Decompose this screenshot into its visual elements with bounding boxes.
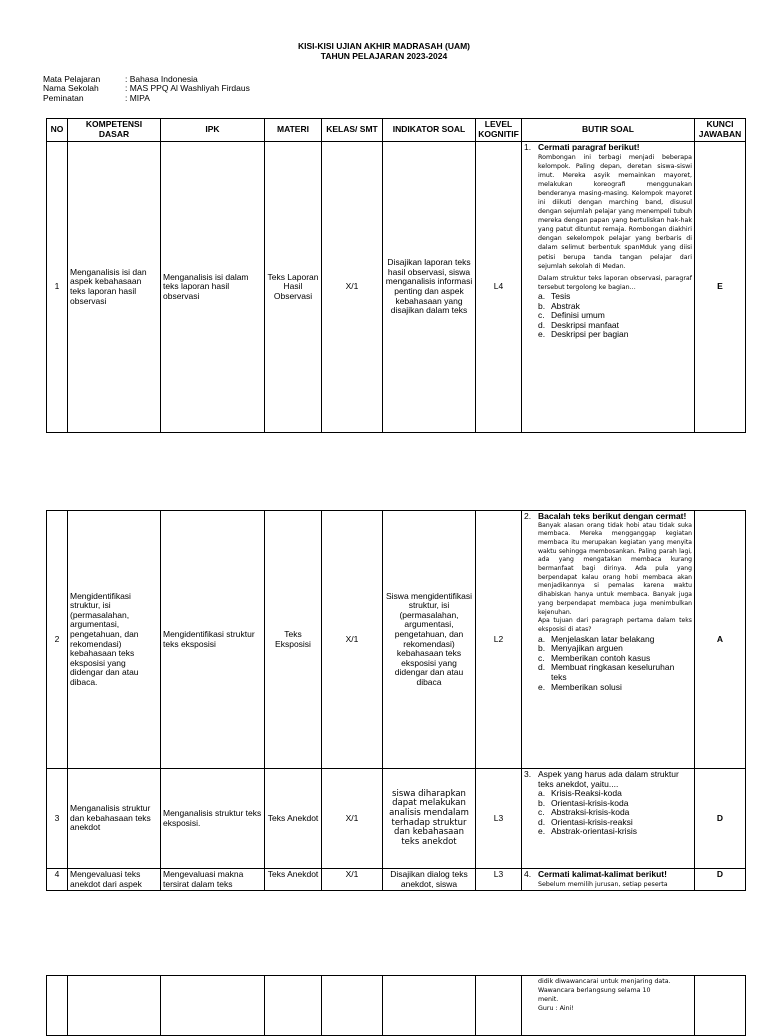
option-item: c. Abstraksi-krisis-koda [538,807,630,818]
table-header-row [47,119,746,142]
question-passage: Banyak alasan orang tidak hobi atau tidak suka membaca. Mereka mengganggap kegiatan membaca itu merupakan kegiatan yang menyita waktu sehingga membosankan. Paling parah lagi, ada yang mengatakan membaca kurang bermanfaat bagi dirinya. Ada pula yang berpendapat kalau orang hobi membaca akan menjadikannya si pemalas karena waktu dihabiskan hanya untuk membaca. Banyak juga yang berpendapat membaca juga menimbulkan kejenuhan. [538,521,692,616]
option-item: b. Menyajikan arguen [538,643,623,654]
row-level: L4 [476,142,522,433]
row-butir-soal [522,142,695,433]
row-level: L3 [476,869,522,891]
row-no: 4 [47,869,68,891]
row-indikator: siswa diharapkan dapat melakukan analisis mendalam terhadap struktur dan kebahasaan teks anekdot [383,769,476,869]
question-heading: 3. Aspek yang harus ada dalam struktur teks anekdot, yaitu.... [524,769,679,789]
row-indikator: Siswa mengidentifikasi struktur, isi (permasalahan, argumentasi, pengetahuan, dan rekomendasi) kebahasaan teks eksposisi yang didengar dan atau dibaca [383,511,476,769]
table-row [47,976,746,1036]
option-item: b. Abstrak [538,300,580,311]
option-item: e. Abstrak-orientasi-krisis [538,826,637,837]
option-item: e. Deskripsi per bagian [538,329,629,340]
table-row [47,869,746,891]
meta-row-school: Nama Sekolah : MAS PPQ Al Washliyah Firdaus [43,83,250,94]
row-kd: Mengidentifikasi struktur, isi (permasalahan, argumentasi, pengetahuan, dan rekomendasi) kebahasaan teks eksposisi yang didengar dan atau dibaca. [68,511,161,769]
table-row [47,142,746,433]
question-heading: 1. Cermati paragraf berikut! [524,142,640,152]
row-ipk: Menganalisis struktur teks eksposisi. [161,769,265,869]
question-prompt: Apa tujuan dari paragraph pertama dalam teks eksposisi di atas? [538,617,692,633]
row-materi: Teks Laporan Hasil Observasi [265,142,322,433]
meta-row-major: Peminatan : MIPA [43,92,150,103]
row-no: 2 [47,511,68,769]
question-passage: Sebelum memilih jurusan, setiap peserta [538,880,668,888]
answer-options [524,635,692,693]
row-ipk: Menganalisis isi dalam teks laporan hasil observasi [161,142,265,433]
col-header-kelas: KELAS/ SMT [322,119,383,142]
col-header-kd: KOMPETENSI DASAR [68,119,161,142]
table-row [47,511,746,769]
row-butir-soal [522,511,695,769]
row-kunci: A [695,511,746,769]
row-ipk: Mengevaluasi makna tersirat dalam teks [161,869,265,891]
option-item: d. Deskripsi manfaat [538,319,620,330]
row-kunci: D [695,769,746,869]
col-header-butir: BUTIR SOAL [522,119,695,142]
meta-row-subject: Mata Pelajaran : Bahasa Indonesia [43,74,198,84]
row-level: L2 [476,511,522,769]
row-indikator: Disajikan dialog teks anekdot, siswa [383,869,476,891]
row-kelas: X/1 [322,142,383,433]
grid-table-page3 [46,975,746,1036]
row-kelas: X/1 [322,869,383,891]
option-item: e. Memberikan solusi [538,681,622,692]
row-kd: Menganalisis struktur dan kebahasaan teks anekdot [68,769,161,869]
row-materi: Teks Eksposisi [265,511,322,769]
option-item: d. Membuat ringkasan keseluruhan teks [538,662,675,683]
row-butir-soal-continued: didik diwawancarai untuk menjaring data. Wawancara berlangsung selama 10 menit. Guru : Aini! [522,976,695,1036]
answer-options [524,789,692,837]
row-indikator: Disajikan laporan teks hasil observasi, siswa menganalisis informasi penting dan aspek kebahasaan yang disajikan dalam teks [383,142,476,433]
option-item: c. Definisi umum [538,310,605,321]
row-materi: Teks Anekdot [265,769,322,869]
row-materi: Teks Anekdot [265,869,322,891]
document-subtitle: TAHUN PELAJARAN 2023-2024 [320,51,448,61]
option-item: a. Tesis [538,290,571,301]
row-kelas: X/1 [322,769,383,869]
option-item: c. Memberikan contoh kasus [538,652,651,663]
row-level: L3 [476,769,522,869]
question-passage: Rombongan ini terbagi menjadi beberapa kelompok. Paling depan, deretan siswa-siswi imut. Mereka asyik memainkan mayoret, melakukan koreografi menggunakan benderanya masing-masing. Kelompok mayoret ini diikuti dengan marching band, disusul dengan sejumlah pelajar yang menempeli tubuh mereka dengan papan yang bertuliskan hak-hak yang patut dituntut remaja. Rombongan diakhiri dengan sekelompok pelajar yang berbaris di dalam selimut berbentuk spanMduk yang diisi petisi berupa tanda tangan pelajar dari sejumlah sekolah di Medan. [538,153,692,270]
col-header-kunci: KUNCI JAWABAN [695,119,746,142]
row-no: 3 [47,769,68,869]
row-butir-soal [522,769,695,869]
row-kelas: X/1 [322,511,383,769]
grid-table-page2 [46,510,746,891]
row-kd: Menganalisis isi dan aspek kebahasaan teks laporan hasil observasi [68,142,161,433]
option-item: b. Orientasi-krisis-koda [538,797,629,808]
option-item: d. Orientasi-krisis-reaksi [538,816,633,827]
row-kunci: E [695,142,746,433]
col-header-ipk: IPK [161,119,265,142]
col-header-no: NO [47,119,68,142]
row-kd: Mengevaluasi teks anekdot dari aspek [68,869,161,891]
grid-table-page1 [46,118,746,433]
row-kunci: D [695,869,746,891]
col-header-level: LEVEL KOGNITIF [476,119,522,142]
row-ipk: Mengidentifikasi struktur teks eksposisi [161,511,265,769]
question-heading: 2. Bacalah teks berikut dengan cermat! [524,511,687,521]
row-no: 1 [47,142,68,433]
question-prompt: Dalam struktur teks laporan observasi, paragraf tersebut tergolong ke bagian… [538,274,692,291]
meta-info [43,75,250,103]
answer-options [524,292,692,340]
document-title: KISI-KISI UJIAN AKHIR MADRASAH (UAM) [297,41,471,51]
question-heading: 4. Cermati kalimat-kalimat berikut! [524,869,667,879]
option-item: a. Krisis-Reaksi-koda [538,788,622,798]
col-header-indikator: INDIKATOR SOAL [383,119,476,142]
col-header-materi: MATERI [265,119,322,142]
row-butir-soal [522,869,695,891]
table-row [47,769,746,869]
option-item: a. Menjelaskan latar belakang [538,633,655,644]
